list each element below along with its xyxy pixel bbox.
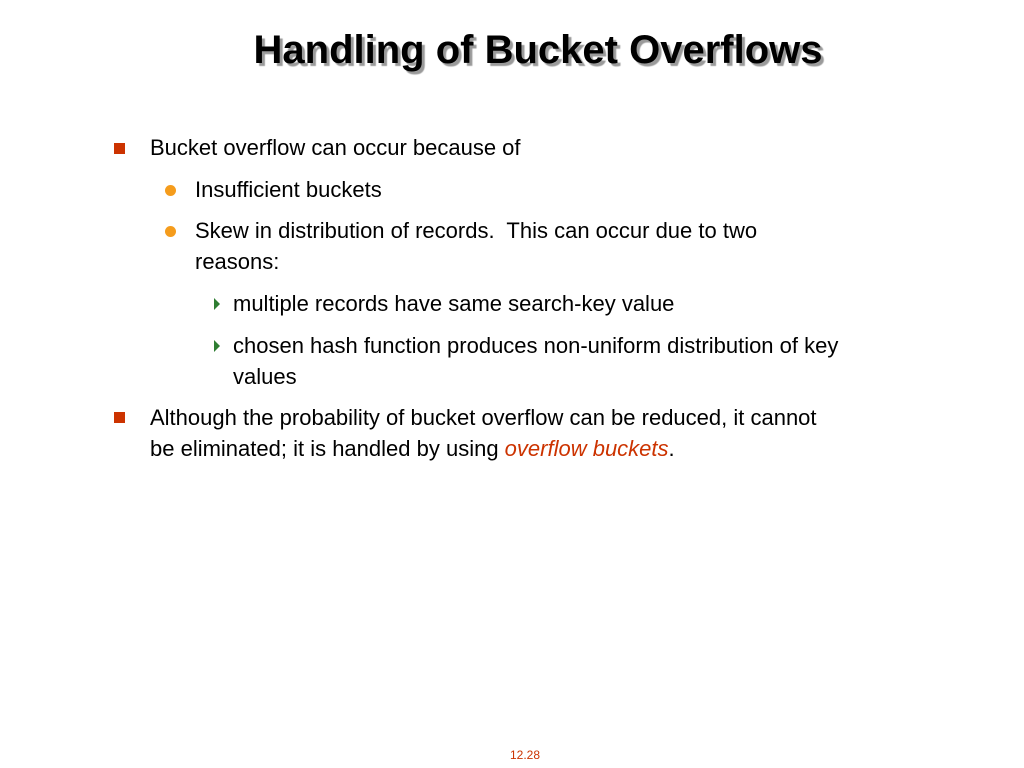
square-bullet-icon <box>114 143 125 154</box>
arrow-bullet-icon <box>214 340 220 352</box>
arrow-bullet-icon <box>214 298 220 310</box>
bullet-text-prefix: be eliminated; it is handled by using <box>150 436 505 461</box>
emphasized-term: overflow buckets <box>504 436 669 461</box>
bullet-text: multiple records have same search-key value <box>233 291 675 316</box>
page-number: 12.28 <box>509 748 541 762</box>
bullet-text: Bucket overflow can occur because of <box>150 135 521 160</box>
bullet-text: Although the probability of bucket overflow can be reduced, it cannot <box>150 405 817 430</box>
square-bullet-icon <box>114 412 125 423</box>
bullet-text: Skew in distribution of records. This can occur due to two <box>195 218 758 243</box>
bullet-text-continuation: values <box>233 364 297 389</box>
bullet-text-continuation <box>150 433 675 464</box>
dot-bullet-icon <box>165 226 176 237</box>
bullet-text: Insufficient buckets <box>195 177 382 202</box>
bullet-text-suffix: . <box>668 436 675 461</box>
bullet-text-continuation: reasons: <box>195 249 280 274</box>
bullet-text: chosen hash function produces non-uniform distribution of key <box>233 333 839 358</box>
slide-title: Handling of Bucket Overflows <box>253 28 823 72</box>
dot-bullet-icon <box>165 185 176 196</box>
